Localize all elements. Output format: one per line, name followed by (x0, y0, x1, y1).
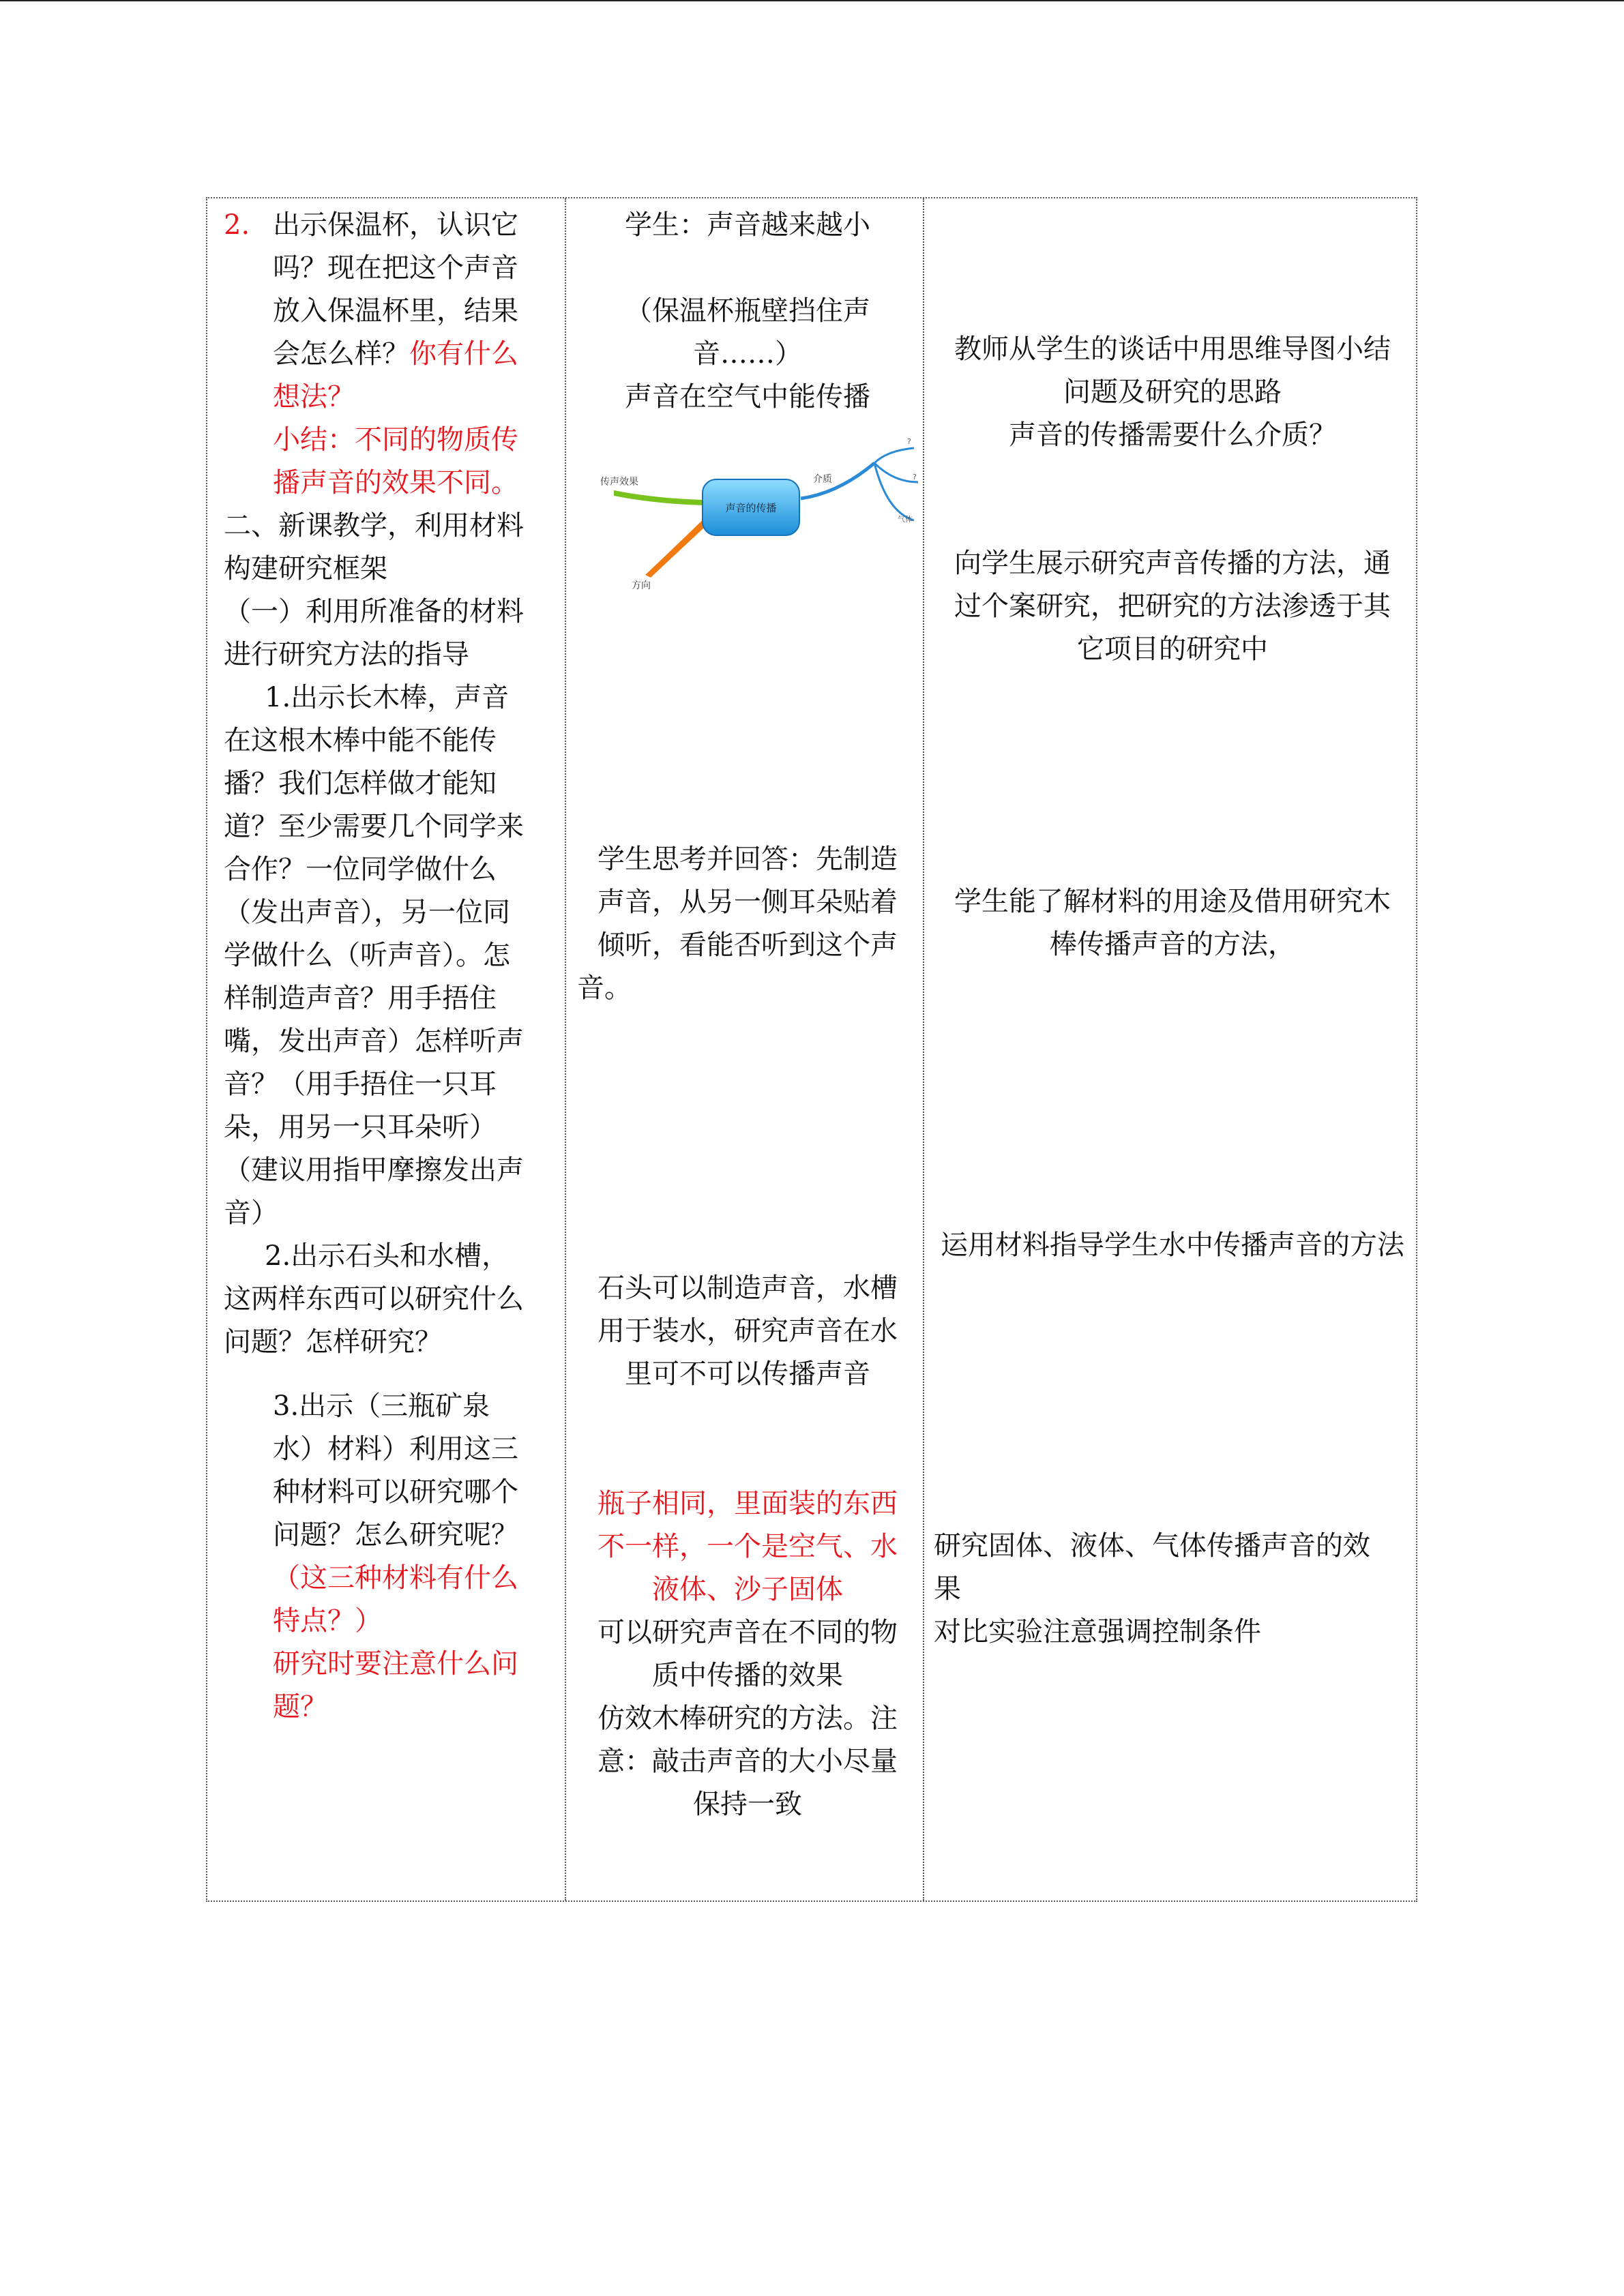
design-note (934, 542, 1411, 671)
mind-map-branch (874, 448, 914, 463)
design-note (934, 328, 1411, 457)
mind-map-label: ? (913, 473, 917, 481)
text-line: 合作？一位同学做什么 (224, 854, 497, 885)
text-line: 这两样东西可以研究什么 (224, 1283, 524, 1315)
text-line: （保温杯瓶壁挡住声 (625, 295, 870, 327)
text-line (273, 333, 546, 376)
text-line: 可以研究声音在不同的物 (597, 1617, 898, 1648)
text-line: 倾听，看能否听到这个声 (597, 929, 898, 961)
student-answer (577, 290, 918, 419)
design-intent-column (924, 198, 1419, 1900)
text-line: 里可不可以传播声音 (625, 1358, 870, 1390)
text-line: （发出声音），另一位同 (224, 897, 510, 928)
text-line: 进行研究方法的指导 (224, 639, 469, 670)
text-line: 出示保温杯，认识它 (273, 209, 518, 241)
text-line: 播？我们怎样做才能知 (224, 768, 497, 799)
text-line: 向学生展示研究声音传播的方法，通 (954, 548, 1391, 579)
text-line: 意：敲击声音的大小尽量 (597, 1746, 898, 1777)
text-line: 对比实验注意强调控制条件 (934, 1616, 1261, 1648)
summary-text: 小结：不同的物质传 (273, 424, 518, 456)
text-line: 研究固体、液体、气体传播声音的效 (934, 1530, 1370, 1562)
text-line: 在这根木棒中能不能传 (224, 725, 497, 756)
item-number: 2. (224, 209, 250, 241)
step3-text (273, 1385, 546, 1729)
lesson-plan-table (206, 197, 1417, 1902)
text-line: 吗？现在把这个声音 (273, 252, 518, 284)
text-line: （建议用指甲摩擦发出声 (224, 1154, 524, 1186)
mind-map-diagram (593, 430, 921, 594)
text-line: 问题？怎样研究？ (224, 1326, 442, 1358)
student-answer (577, 1482, 918, 1826)
mind-map-branch (874, 463, 918, 482)
design-note (934, 1525, 1411, 1654)
text-line: 音。 (577, 972, 632, 1004)
text-line: 音？（用手捂住一只耳 (224, 1069, 497, 1100)
text-line: 学生能了解材料的用途及借用研究木 (954, 886, 1391, 917)
text-line: 教师从学生的谈话中用思维导图小结 (954, 333, 1391, 365)
highlight-text: 研究时要注意什么问 (273, 1648, 518, 1680)
text-line: 果 (934, 1573, 961, 1605)
mind-map-center-label: 声音的传播 (725, 502, 777, 514)
design-note: 运用材料指导学生水中传播声音的方法 (941, 1229, 1404, 1261)
highlight-text: 液体、沙子固体 (652, 1574, 843, 1605)
text-line: 仿效木棒研究的方法。注 (597, 1703, 898, 1734)
mind-map-label: 介质 (813, 474, 832, 485)
student-answer: 学生：声音越来越小 (625, 209, 870, 241)
text-line: 问题及研究的思路 (1063, 376, 1282, 408)
highlight-text: 特点？） (273, 1605, 382, 1637)
mind-map-label: 方向 (632, 580, 651, 591)
section-heading (224, 505, 551, 676)
text-line: 种材料可以研究哪个 (273, 1476, 518, 1508)
text-line: 质中传播的效果 (652, 1660, 843, 1691)
teacher-activity-column (207, 198, 565, 1900)
text-line: 构建研究框架 (224, 553, 387, 584)
text-line: 样制造声音？用手捂住 (224, 983, 497, 1014)
summary-text: 播声音的效果不同。 (273, 467, 518, 498)
text-line: 2.出示石头和水槽， (265, 1240, 510, 1272)
mind-map-label: ? (907, 437, 911, 446)
text-line: 放入保温杯里，结果 (273, 295, 518, 327)
text-line: 它项目的研究中 (1077, 633, 1268, 665)
highlight-text: 你有什么 (409, 338, 518, 370)
text-line: 学做什么（听声音）。怎 (224, 940, 510, 971)
text-line: 石头可以制造声音，水槽 (597, 1272, 898, 1304)
highlight-text: 题？ (273, 1691, 327, 1723)
highlight-text: 想法？ (273, 381, 355, 413)
text-line: 声音在空气中能传播 (625, 381, 870, 413)
text-fragment: 会怎么样？ (273, 338, 409, 370)
text-line: 嘴，发出声音）怎样听声 (224, 1026, 524, 1057)
text-line: 1.出示长木棒，声音 (265, 682, 510, 713)
text-line: 声音，从另一侧耳朵贴着 (597, 886, 898, 918)
text-line: 朵，用另一只耳朵听） (224, 1112, 497, 1143)
highlight-text: 瓶子相同，里面装的东西 (597, 1488, 898, 1519)
text-line: 3.出示（三瓶矿泉 (273, 1390, 490, 1422)
text-line: 用于装水，研究声音在水 (597, 1315, 898, 1347)
text-line: 二、新课教学，利用材料 (224, 510, 524, 541)
student-activity-column (566, 198, 923, 1900)
text-line: 学生思考并回答：先制造 (597, 844, 898, 875)
design-note (934, 880, 1411, 966)
highlight-text: 不一样，一个是空气、水 (597, 1531, 898, 1562)
mind-map-label: 传声效果 (600, 477, 638, 488)
text-line: 棒传播声音的方法， (1050, 929, 1295, 960)
text-line: （一）利用所准备的材料 (224, 596, 524, 627)
text-line: 过个案研究，把研究的方法渗透于其 (954, 591, 1391, 622)
text-line: 问题？怎么研究呢？ (273, 1519, 518, 1551)
text-line: 音） (224, 1197, 278, 1229)
step1-text (224, 676, 551, 1235)
item2-question (273, 204, 546, 505)
text-line: 道？至少需要几个同学来 (224, 811, 524, 842)
step2-text (224, 1235, 551, 1364)
text-line: 保持一致 (693, 1789, 802, 1820)
student-answer (577, 1267, 918, 1396)
mind-map-label: 气体 (898, 515, 913, 524)
text-line: 水）材料）利用这三 (273, 1433, 518, 1465)
text-line: 声音的传播需要什么介质？ (1009, 419, 1336, 451)
mind-map-branch (801, 463, 874, 498)
mind-map-branch (614, 490, 704, 505)
student-answer (577, 838, 918, 1010)
mind-map-branch (874, 463, 914, 520)
text-line: 音……） (693, 338, 802, 370)
highlight-text: （这三种材料有什么 (273, 1562, 518, 1594)
